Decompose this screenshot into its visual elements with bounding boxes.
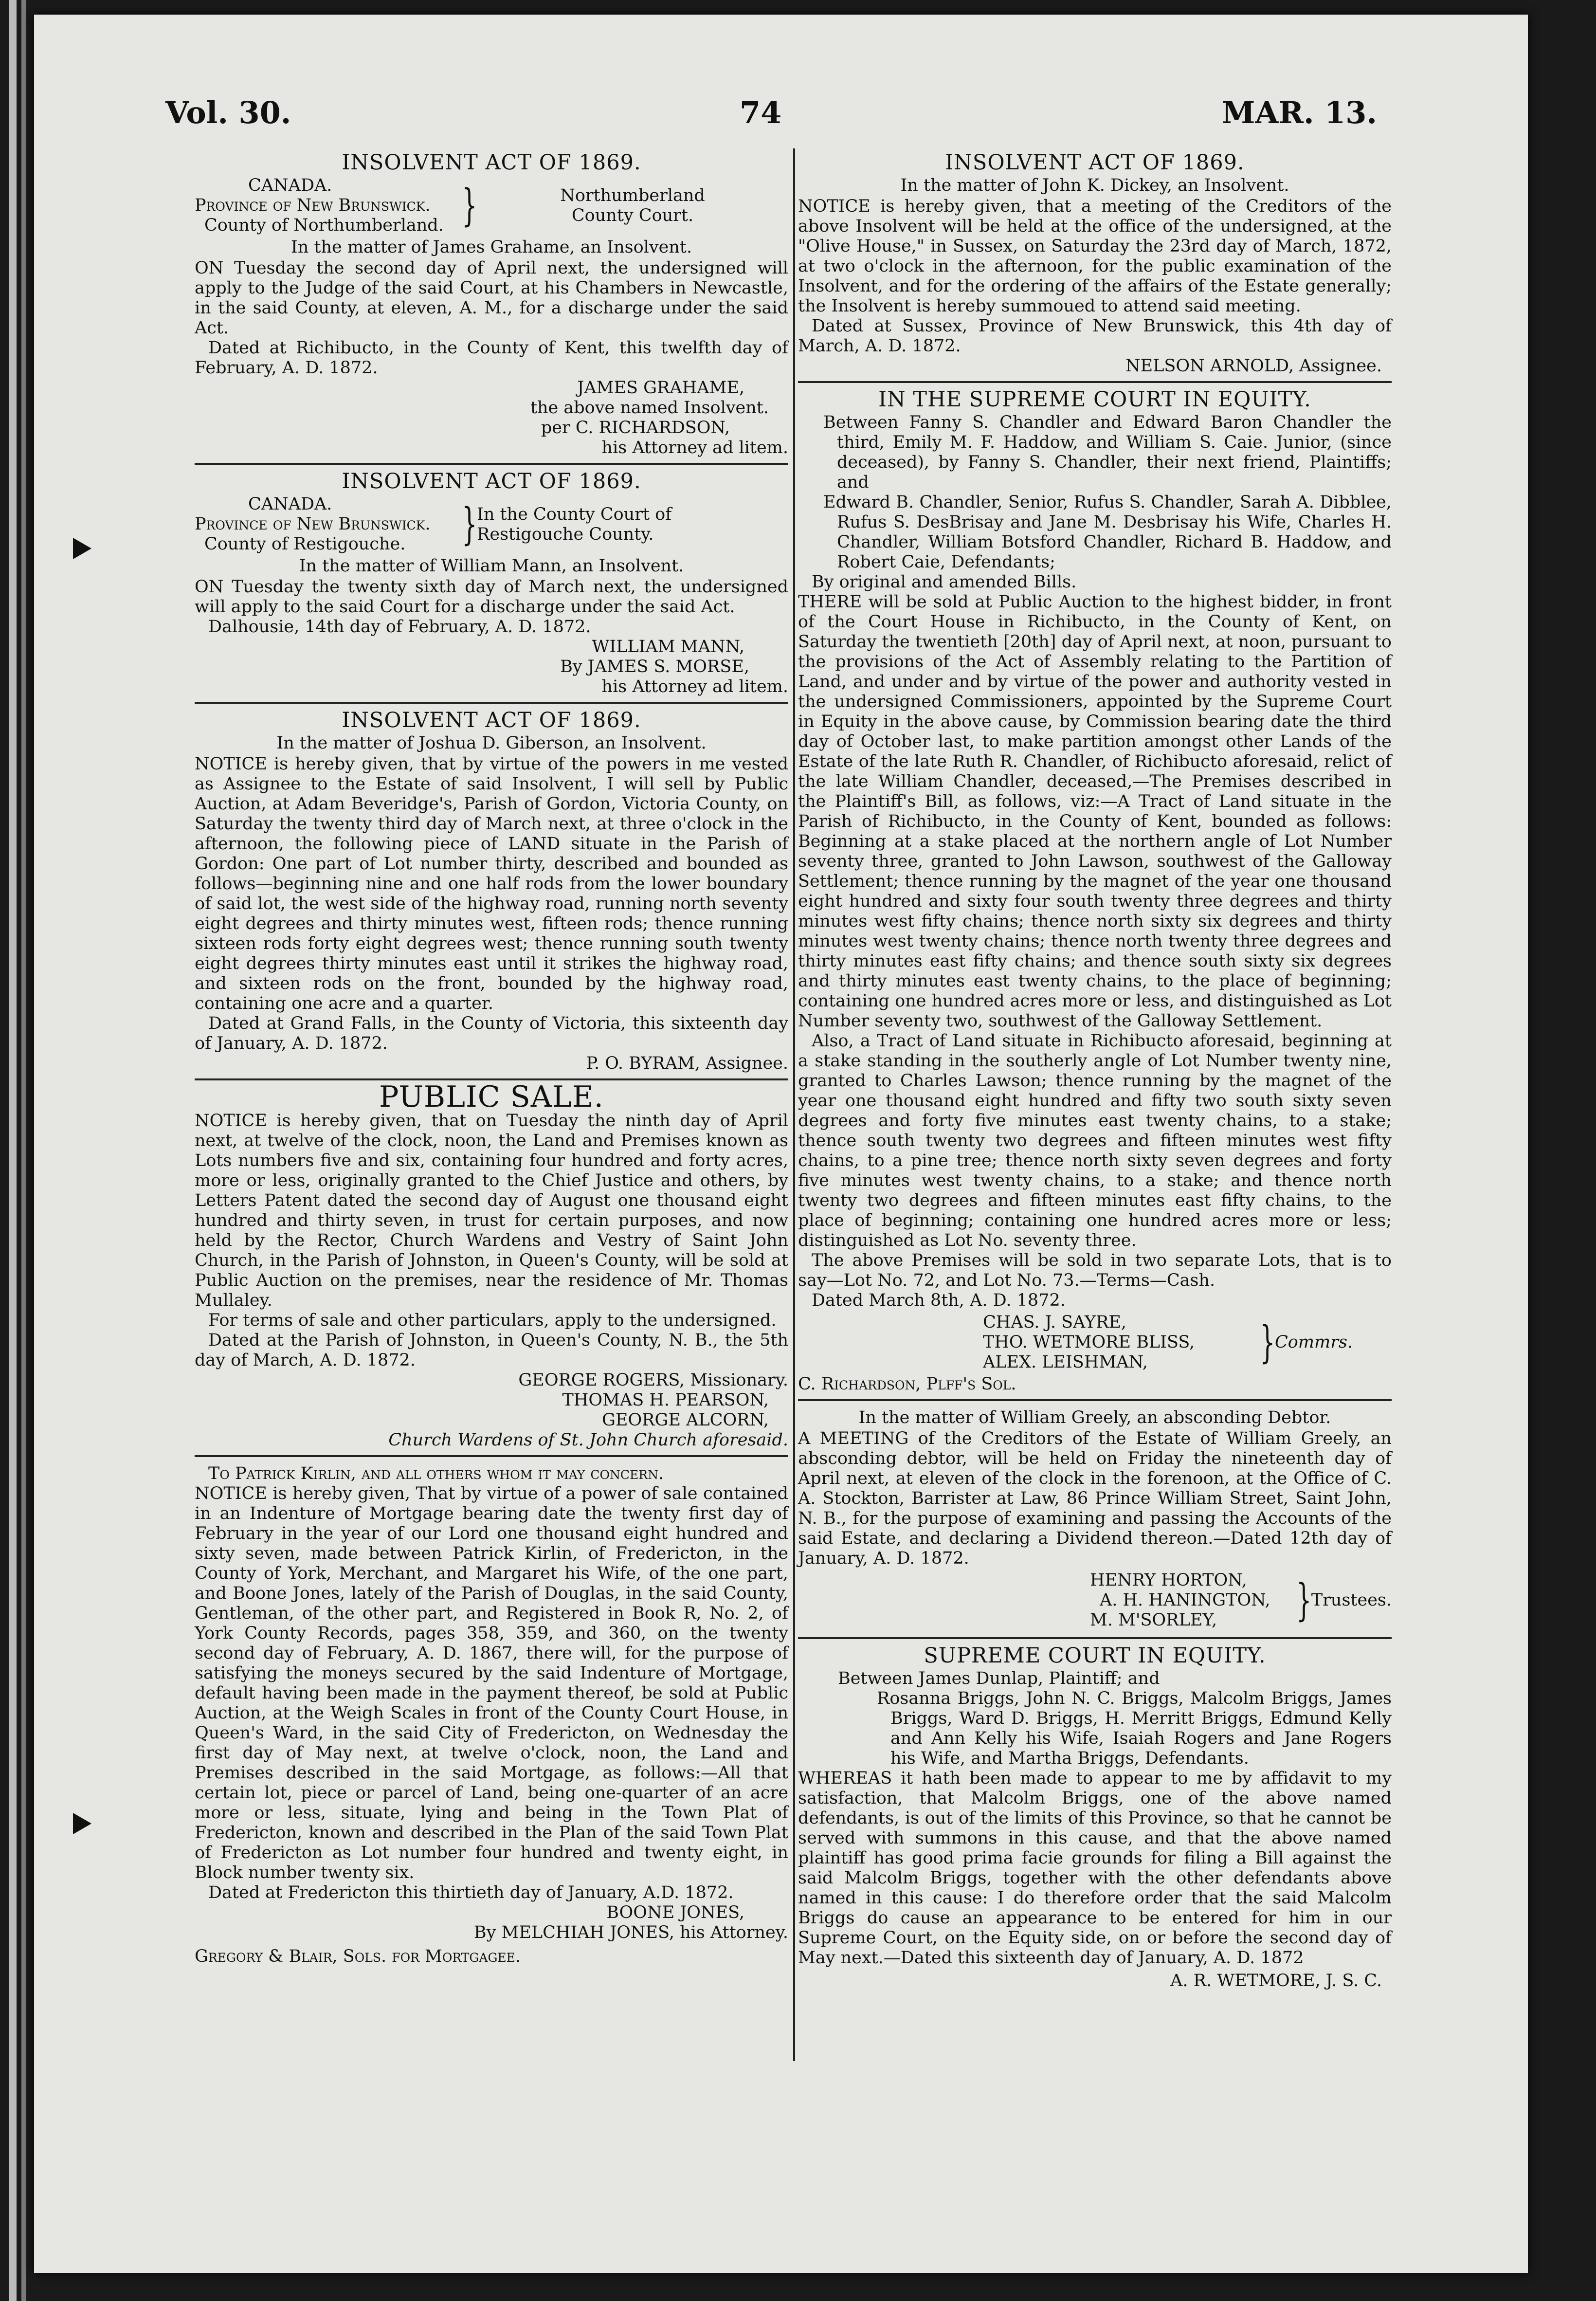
notice-title: INSOLVENT ACT OF 1869. [342,150,641,175]
volume-label: Vol. 30. [165,95,291,130]
right-column [798,151,1392,2003]
notice-chandler-equity [798,387,1392,1401]
notice-grahame [195,150,788,465]
notice-title: IN THE SUPREME COURT IN EQUITY. [878,387,1311,412]
notice-body: WHEREAS it hath been made to appear to me by affidavit to my satisfaction, that Malcolm Briggs, one of the above named defendants, is out of the limits of this Province, so that he cannot be served with summons in this cause, and that the above named plaintiff has good prima facie grounds for filing a Bill against the said Malcolm Briggs, together with the other defendants above named in this cause: I do therefore order that the said Malcolm Briggs do cause an appearance to be entered for him in our Supreme Court, on the Equity side, on or before the second day of May next.—Dated this sixteenth day of January, A. D. 1872 [798,1769,1392,1968]
notice-body-second-tract: Also, a Tract of Land situate in Richibucto aforesaid, beginning at a stake standing in the southerly angle of Lot Number twenty nine, granted to Charles Lawson; thence running by the magnet of the year one thousand eight hundred and fifty two south sixty seven degrees and forty five minutes east twenty chains, to a stake; thence south twenty two degrees and fifteen minutes west fifty chains, to a pine tree; thence north sixty seven degrees and forty five minutes west twenty chains, to a stake; and thence north twenty two degrees and fifteen minutes east fifty chains, to the place of beginning; containing one hundred acres more or less; distinguished as Lot No. seventy three. [798,1031,1392,1250]
solicitors-line: Gregory & Blair, Sols. for Mortgagee. [195,1947,521,1966]
notice-matter: In the matter of William Mann, an Insolvent. [299,556,684,576]
notice-body: ON Tuesday the twenty sixth day of March next, the undersigned will apply to the said Court for a discharge under the said Act. [195,577,788,617]
parties-plaintiff: Between James Dunlap, Plaintiff; and [838,1669,1160,1688]
caption-canada: CANADA. [248,494,332,514]
brace-glyph: } [1260,1316,1275,1368]
signature-line: per C. RICHARDSON, [541,418,730,438]
notice-dated: Dated at the Parish of Johnston, in Queen's County, N. B., the 5th day of March, A. D. 1872. [195,1331,788,1370]
signature-line: Church Wardens of St. John Church aforesaid. [388,1430,788,1450]
notice-body: A MEETING of the Creditors of the Estate of William Greely, an absconding debtor, will be held on Friday the nineteenth day of April next, at eleven of the clock in the forenoon, at the Office of C. A. Stockton, Barrister at Law, 86 Prince William Street, Saint John, N. B., for the purpose of examining and passing the Accounts of the said Estate, and declaring a Dividend thereon.—Dated 12th day of January, A. D. 1872. [798,1429,1392,1568]
notice-matter: In the matter of Joshua D. Giberson, an Insolvent. [276,733,707,753]
notice-dated: Dated at Richibucto, in the County of Kent, this twelfth day of February, A. D. 1872. [195,338,788,378]
notice-addressee: To Patrick Kirlin, and all others whom it may concern. [208,1464,664,1483]
caption-county: County of Restigouche. [204,534,406,554]
page-marker-arrow-top [73,538,91,559]
signature-line: GEORGE ROGERS, Missionary. [518,1370,788,1390]
commissioners-block [798,1313,1392,1372]
notice-terms: For terms of sale and other particulars, apply to the undersigned. [208,1311,777,1330]
notice-title: PUBLIC SALE. [379,1080,604,1114]
page-number: 74 [740,95,782,130]
brace-glyph: } [462,180,477,231]
notice-public-sale [195,1080,788,1457]
notice-body: ON Tuesday the second day of April next, the undersigned will apply to the Judge of the said Court, at his Chambers in Newcastle, in the said County, at eleven, A. M., for a discharge under the said Act. [195,258,788,338]
notice-mortgage-sale [195,1464,788,1972]
parties-plaintiffs: Between Fanny S. Chandler and Edward Baron Chandler the third, Emily M. F. Haddow, and William S. Caie. Junior, (since deceased), by Fanny S. Chandler, their next friend, Plaintiffs; and [823,413,1392,492]
signature-line: P. O. BYRAM, Assignee. [586,1054,788,1073]
notice-mann [195,469,788,704]
caption-province: Province of New Brunswick. [195,514,431,534]
signature-line: THOMAS H. PEARSON, [562,1390,769,1410]
notice-greely [798,1408,1392,1639]
notice-dated: Dated at Sussex, Province of New Brunswick, this 4th day of March, A. D. 1872. [798,316,1392,356]
bills-line: By original and amended Bills. [812,572,1077,592]
notice-dunlap-equity [798,1646,1392,1996]
notice-body: NOTICE is hereby given, that a meeting of the Creditors of the above Insolvent will be held at the office of the undersigned, at the "Olive House," in Sussex, on Saturday the 23rd day of March, 1872, at two o'clock in the afternoon, for the public examination of the Insolvent, and for the ordering of the affairs of the Estate generally; the Insolvent is hereby summoued to attend said meeting. [798,197,1392,316]
left-column [195,151,788,1978]
signature-line: the above named Insolvent. [530,398,769,418]
notice-title: SUPREME COURT IN EQUITY. [924,1644,1266,1668]
signature-line: A. R. WETMORE, J. S. C. [1170,1971,1382,1991]
caption-province: Province of New Brunswick. [195,196,431,215]
notice-matter: In the matter of James Grahame, an Insolvent. [290,237,692,257]
notice-giberson [195,708,788,1080]
trustee-name: A. H. HANINGTON, [1100,1590,1270,1610]
page-header [165,95,1377,148]
caption-canada: CANADA. [248,176,332,195]
signature-line: By JAMES S. MORSE, [560,657,749,676]
notice-body: NOTICE is hereby given, that by virtue of the powers in me vested as Assignee to the Estate of said Insolvent, I will sell by Public Auction, at Adam Beveridge's, Parish of Gordon, Victoria County, on Saturday the twenty third day of March next, at three o'clock in the afternoon, the following piece of LAND situate in the Parish of Gordon: One part of Lot number thirty, described and bounded as follows—beginning nine and one half rods from the lower boundary of said lot, the west side of the highway road, running north seventy eight degrees and thirty minutes west, fifteen rods; thence running sixteen rods forty eight degrees west; thence running south twenty eight degrees thirty minutes east until it strikes the highway road, and sixteen rods on the front, bounded by the highway road, containing one acre and a quarter. [195,754,788,1013]
page-marker-arrow-bottom [73,1813,91,1834]
signature-line: By MELCHIAH JONES, his Attorney. [473,1923,788,1942]
trustees-block [798,1571,1392,1630]
scan-edge-shadow [21,0,26,2301]
caption-county: County of Northumberland. [204,216,444,235]
trustee-name: HENRY HORTON, [1090,1571,1247,1590]
solicitor-line: C. Richardson, Plff's Sol. [798,1374,1016,1394]
court-caption [195,176,788,236]
parties-defendants: Rosanna Briggs, John N. C. Briggs, Malcolm Briggs, James Briggs, Ward D. Briggs, H. Merritt Briggs, Edmund Kelly and Ann Kelly his Wife, Isaiah Rogers and Jane Rogers his Wife, and Martha Briggs, Defendants. [877,1689,1392,1768]
notice-dated: Dated at Grand Falls, in the County of Victoria, this sixteenth day of January, A. D. 1872. [195,1014,788,1053]
signature-line: his Attorney ad litem. [601,677,788,696]
caption-court-line2: County Court. [571,205,694,225]
notice-dated: Dated at Fredericton this thirtieth day of January, A.D. 1872. [208,1883,734,1902]
commissioner-name: THO. WETMORE BLISS, [983,1333,1195,1352]
notice-title: INSOLVENT ACT OF 1869. [945,150,1245,175]
notice-body: NOTICE is hereby given, that on Tuesday the ninth day of April next, at twelve of the clock, noon, the Land and Premises known as Lots numbers five and six, containing four hundred and forty acres, more or less, originally granted to the Chief Justice and others, by Letters Patent dated the second day of August one thousand eight hundred and thirty seven, in trust for certain purposes, and now held by the Rector, Church Wardens and Vestry of Saint John Church, in the Parish of Johnston, in Queen's County, will be sold at Public Auction on the premises, near the residence of Mr. Thomas Mullaley. [195,1111,788,1310]
signature-line: BOONE JONES, [606,1903,744,1922]
court-caption [195,494,788,554]
signature-line: NELSON ARNOLD, Assignee. [1125,356,1382,376]
signature-line: JAMES GRAHAME, [577,378,744,398]
signature-line: his Attorney ad litem. [601,438,788,457]
trustee-name: M. M'SORLEY, [1090,1610,1217,1630]
notice-body: THERE will be sold at Public Auction to the highest bidder, in front of the Court House in Richibucto, in the County of Kent, on Saturday the twentieth [20th] day of April next, at noon, pursuant to the provisions of the Act of Assembly relating to the Partition of Land, and under and by virtue of the power and authority vested in the undersigned Commissioners, appointed by the Supreme Court in Equity in the above cause, by Commission bearing date the third day of October last, to make partition amongst other Lands of the Estate of the late Ruth R. Chandler, of Richibucto aforesaid, relict of the late William Chandler, deceased,—The Premises described in the Plaintiff's Bill, as follows, viz:—A Tract of Land situate in the Parish of Richibucto, in the County of Kent, bounded as follows: Beginning at a stake placed at the northern angle of Lot Number seventy three, granted to John Lawson, southwest of the Galloway Settlement; thence running by the magnet of the year one thousand eight hundred and sixty four south twenty three degrees and thirty minutes west fifty chains; thence north sixty six degrees and thirty minutes west twenty chains; thence north twenty three degrees and thirty minutes east fifty chains; and thence south sixty six degrees and thirty minutes east twenty chains, to the place of beginning; containing one hundred acres more or less, and distinguished as Lot Number seventy two, southwest of the Galloway Settlement. [798,592,1392,1031]
issue-date: MAR. 13. [1221,95,1377,130]
notice-title: INSOLVENT ACT OF 1869. [342,708,641,732]
notice-title: INSOLVENT ACT OF 1869. [342,469,641,493]
signature-line: WILLIAM MANN, [592,637,744,657]
notice-dickey [798,150,1392,383]
caption-court-line1: Northumberland [560,185,705,205]
notice-body: NOTICE is hereby given, That by virtue of a power of sale contained in an Indenture of Mortgage bearing date the twenty first day of February in the year of our Lord one thousand eight hundred and sixty seven, made between Patrick Kirlin, of Fredericton, in the County of York, Merchant, and Margaret his Wife, of the one part, and Boone Jones, lately of the Parish of Douglas, in the said County, Gentleman, of the other part, and Registered in Book R, No. 2, of York County Records, pages 358, 359, and 360, on the twenty second day of February, A. D. 1867, there will, for the purpose of satisfying the moneys secured by the said Indenture of Mortgage, default having been made in the payment thereof, be sold at Public Auction, at the Weigh Scales in front of the County Court House, in Queen's Ward, in the said City of Fredericton, on Wednesday the first day of May next, at twelve o'clock, noon, the Land and Premises described in the said Mortgage, as follows:—All that certain lot, piece or parcel of Land, being one-quarter of an acre more or less, situate, lying and being in the Town Plat of Fredericton, known and described in the Plan of the said Town Plat of Fredericton as Lot number four hundred and twenty eight, in Block number twenty six. [195,1484,788,1882]
column-divider [793,148,795,2061]
caption-court-line2: Restigouche County. [477,524,654,544]
notice-dated: Dated March 8th, A. D. 1872. [812,1291,1066,1310]
commissioners-label: Commrs. [1275,1333,1353,1352]
notice-terms: The above Premises will be sold in two separate Lots, that is to say—Lot No. 72, and Lot No. 73.—Terms—Cash. [798,1251,1392,1290]
parties-defendants: Edward B. Chandler, Senior, Rufus S. Chandler, Sarah A. Dibblee, Rufus S. DesBrisay and Jane M. Desbrisay his Wife, Charles H. Chandler, William Botsford Chandler, Richard B. Haddow, and Robert Caie, Defendants; [823,493,1392,572]
scan-edge [9,0,17,2301]
notice-matter: In the matter of William Greely, an absconding Debtor. [858,1408,1331,1427]
brace-glyph: } [1296,1574,1312,1626]
notice-dated: Dalhousie, 14th day of February, A. D. 1872. [208,617,591,637]
brace-glyph: } [462,498,477,550]
caption-court-line1: In the County Court of [477,504,672,524]
commissioner-name: CHAS. J. SAYRE, [983,1313,1127,1332]
notice-matter: In the matter of John K. Dickey, an Insolvent. [900,176,1289,195]
trustees-label: Trustees. [1311,1590,1392,1610]
signature-line: GEORGE ALCORN, [601,1410,769,1430]
commissioner-name: ALEX. LEISHMAN, [983,1352,1148,1372]
